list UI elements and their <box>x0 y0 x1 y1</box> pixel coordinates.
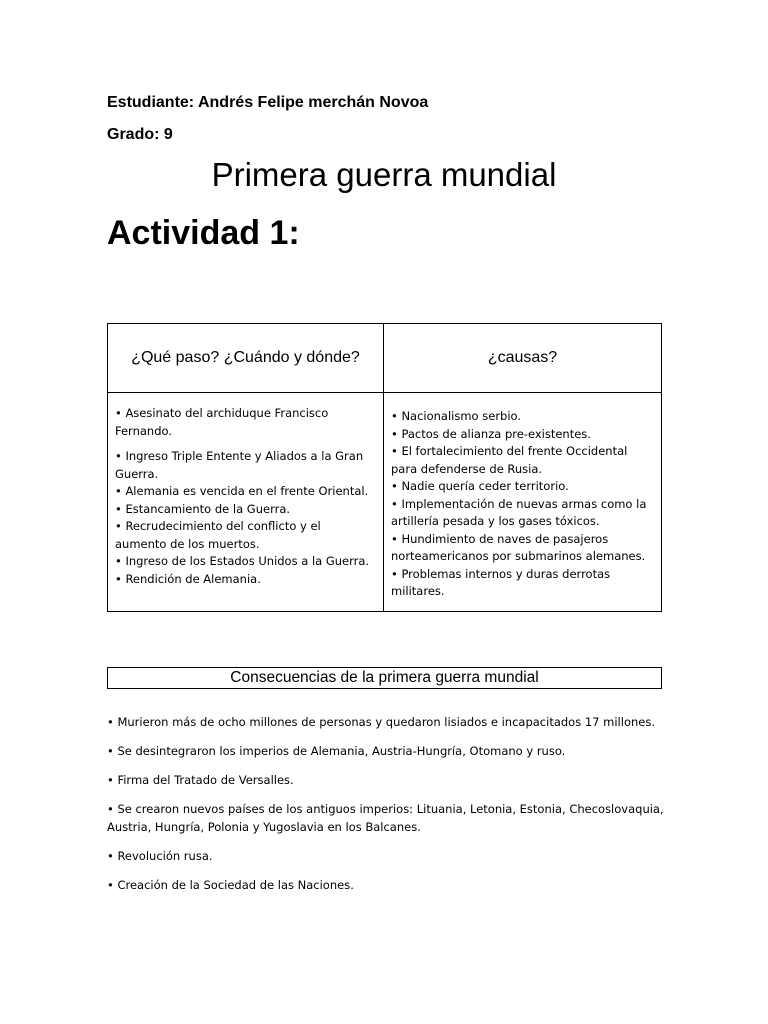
list-item: • Se crearon nuevos países de los antiguos imperios: Lituania, Letonia, Estonia, Checoslovaquia, Austria, Hungría, Polonia y Yugoslavia en los Balcanes. <box>107 802 664 834</box>
events-causes-table <box>107 323 662 612</box>
list-item: • Pactos de alianza pre-existentes. <box>391 426 591 441</box>
list-item: • Ingreso Triple Entente y Aliados a la Gran Guerra. <box>115 449 364 481</box>
table-header-what-when-where: ¿Qué paso? ¿Cuándo y dónde? <box>108 324 384 393</box>
list-item: • Alemania es vencida en el frente Oriental. <box>115 484 369 498</box>
list-item: • Creación de la Sociedad de las Naciones. <box>107 878 354 892</box>
student-name: Estudiante: Andrés Felipe merchán Novoa <box>107 94 429 111</box>
list-item: • El fortalecimiento del frente Occidental para defenderse de Rusia. <box>391 444 628 476</box>
list-item: • Se desintegraron los imperios de Alemania, Austria-Hungría, Otomano y ruso. <box>107 744 566 758</box>
list-item: • Firma del Tratado de Versalles. <box>107 773 294 787</box>
grade-label: Grado: 9 <box>107 126 173 143</box>
list-item: • Implementación de nuevas armas como la artillería pesada y los gases tóxicos. <box>391 496 647 528</box>
page-title: Primera guerra mundial <box>211 156 557 193</box>
list-item: • Asesinato del archiduque Francisco Fernando. <box>115 406 329 438</box>
list-item: • Hundimiento de naves de pasajeros norteamericanos por submarinos alemanes. <box>391 531 646 563</box>
activity-heading: Actividad 1: <box>107 214 300 252</box>
events-cell <box>108 393 384 612</box>
list-item: • Rendición de Alemania. <box>115 571 261 586</box>
list-item: • Murieron más de ocho millones de personas y quedaron lisiados e incapacitados 17 millones. <box>107 715 655 729</box>
list-item: • Estancamiento de la Guerra. <box>115 501 291 516</box>
consequences-list <box>107 713 667 905</box>
list-item: • Problemas internos y duras derrotas militares. <box>391 566 611 598</box>
table-header-causes: ¿causas? <box>384 324 662 393</box>
list-item: • Ingreso de los Estados Unidos a la Guerra. <box>115 554 370 568</box>
consequences-heading: Consecuencias de la primera guerra mundial <box>107 667 662 689</box>
causes-cell <box>384 393 662 612</box>
list-item: • Recrudecimiento del conflicto y el aumento de los muertos. <box>115 519 321 551</box>
list-item: • Nacionalismo serbio. <box>391 409 522 423</box>
list-item: • Nadie quería ceder territorio. <box>391 479 569 493</box>
list-item: • Revolución rusa. <box>107 849 213 863</box>
